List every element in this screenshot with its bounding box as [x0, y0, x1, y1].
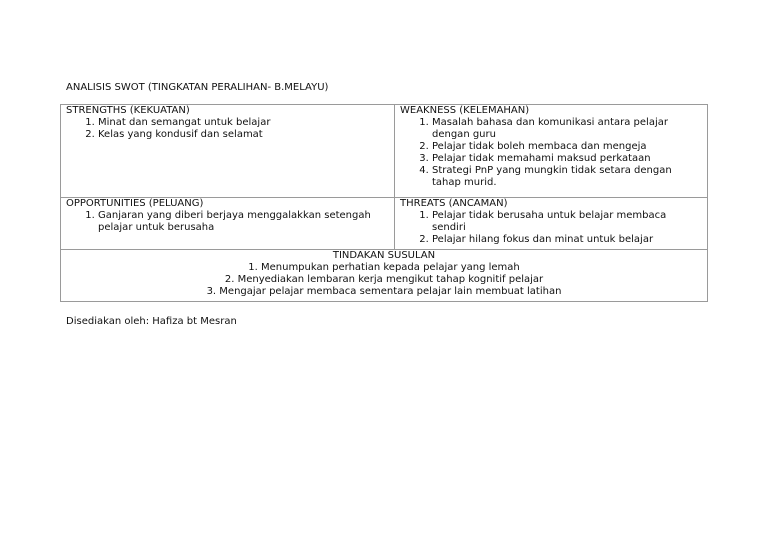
prepared-by: Disediakan oleh: Hafiza bt Mesran	[66, 316, 237, 327]
list-item: 1. Pelajar tidak berusaha untuk belajar membaca sendiri	[432, 210, 702, 234]
weakness-cell	[395, 105, 708, 198]
list-item: 2. Menyediakan lembaran kerja mengikut tahap kognitif pelajar	[66, 274, 702, 286]
threats-list	[400, 210, 702, 246]
strengths-list	[66, 117, 389, 141]
document-title: ANALISIS SWOT (TINGKATAN PERALIHAN- B.MELAYU)	[66, 82, 329, 93]
list-item: 1. Masalah bahasa dan komunikasi antara pelajar dengan guru	[432, 117, 702, 141]
threats-heading: THREATS (ANCAMAN)	[400, 198, 508, 209]
list-item: 3. Mengajar pelajar membaca sementara pelajar lain membuat latihan	[66, 286, 702, 298]
list-item: 3. Pelajar tidak memahami maksud perkataan	[432, 153, 702, 165]
opportunities-heading: OPPORTUNITIES (PELUANG)	[66, 198, 204, 209]
list-item: 1. Ganjaran yang diberi berjaya menggalakkan setengah pelajar untuk berusaha	[98, 210, 389, 234]
list-item: 4. Strategi PnP yang mungkin tidak setara dengan tahap murid.	[432, 165, 702, 189]
strengths-cell	[61, 105, 395, 198]
opportunities-cell	[61, 198, 395, 250]
list-item: 2. Pelajar hilang fokus dan minat untuk belajar	[432, 234, 702, 246]
swot-table	[60, 104, 708, 302]
swot-row-bottom	[61, 198, 708, 250]
action-heading: TINDAKAN SUSULAN	[332, 250, 436, 261]
list-item: 2. Kelas yang kondusif dan selamat	[98, 129, 389, 141]
list-item: 1. Menumpukan perhatian kepada pelajar yang lemah	[66, 262, 702, 274]
threats-cell	[395, 198, 708, 250]
strengths-heading: STRENGTHS (KEKUATAN)	[66, 105, 190, 116]
swot-row-action	[61, 250, 708, 302]
list-item: 2. Pelajar tidak boleh membaca dan mengeja	[432, 141, 702, 153]
list-item: 1. Minat dan semangat untuk belajar	[98, 117, 389, 129]
weakness-heading: WEAKNESS (KELEMAHAN)	[400, 105, 530, 116]
swot-row-top	[61, 105, 708, 198]
action-cell	[61, 250, 708, 302]
opportunities-list	[66, 210, 389, 234]
action-list	[66, 262, 702, 298]
weakness-list	[400, 117, 702, 189]
